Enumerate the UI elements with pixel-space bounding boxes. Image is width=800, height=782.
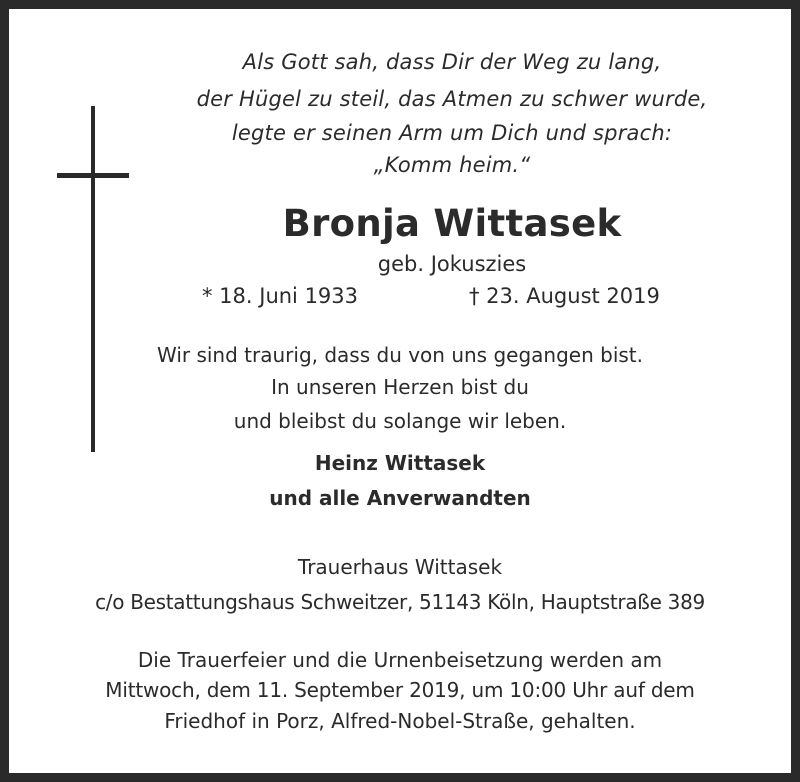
poem-line-4: „Komm heim.“ (373, 153, 531, 177)
birth-name: geb. Jokuszies (377, 252, 527, 276)
ceremony-line-2: Mittwoch, dem 11. September 2019, um 10:00 Uhr auf dem (105, 678, 695, 702)
mourner-relatives: und alle Anverwandten (269, 486, 531, 510)
address-street: c/o Bestattungshaus Schweitzer, 51143 Köln, Hauptstraße 389 (95, 590, 705, 614)
poem-line-3: legte er seinen Arm um Dich und sprach: (231, 121, 673, 145)
message-line-3: und bleibst du solange wir leben. (233, 409, 567, 433)
mourner-name: Heinz Wittasek (314, 451, 486, 475)
poem-line-1: Als Gott sah, dass Dir der Weg zu lang, (242, 50, 662, 74)
message-line-1: Wir sind traurig, dass du von uns gegangen bist. (156, 343, 643, 367)
death-date: † 23. August 2019 (469, 284, 660, 308)
ceremony-line-3: Friedhof in Porz, Alfred-Nobel-Straße, gehalten. (164, 709, 636, 733)
poem-line-2: der Hügel zu steil, das Atmen zu schwer wurde, (196, 87, 708, 111)
birth-date: * 18. Juni 1933 (202, 284, 359, 308)
message-line-2: In unseren Herzen bist du (271, 375, 529, 399)
ceremony-line-1: Die Trauerfeier und die Urnenbeisetzung werden am (137, 648, 663, 672)
deceased-name: Bronja Wittasek (282, 202, 622, 245)
address-house: Trauerhaus Wittasek (297, 555, 503, 579)
